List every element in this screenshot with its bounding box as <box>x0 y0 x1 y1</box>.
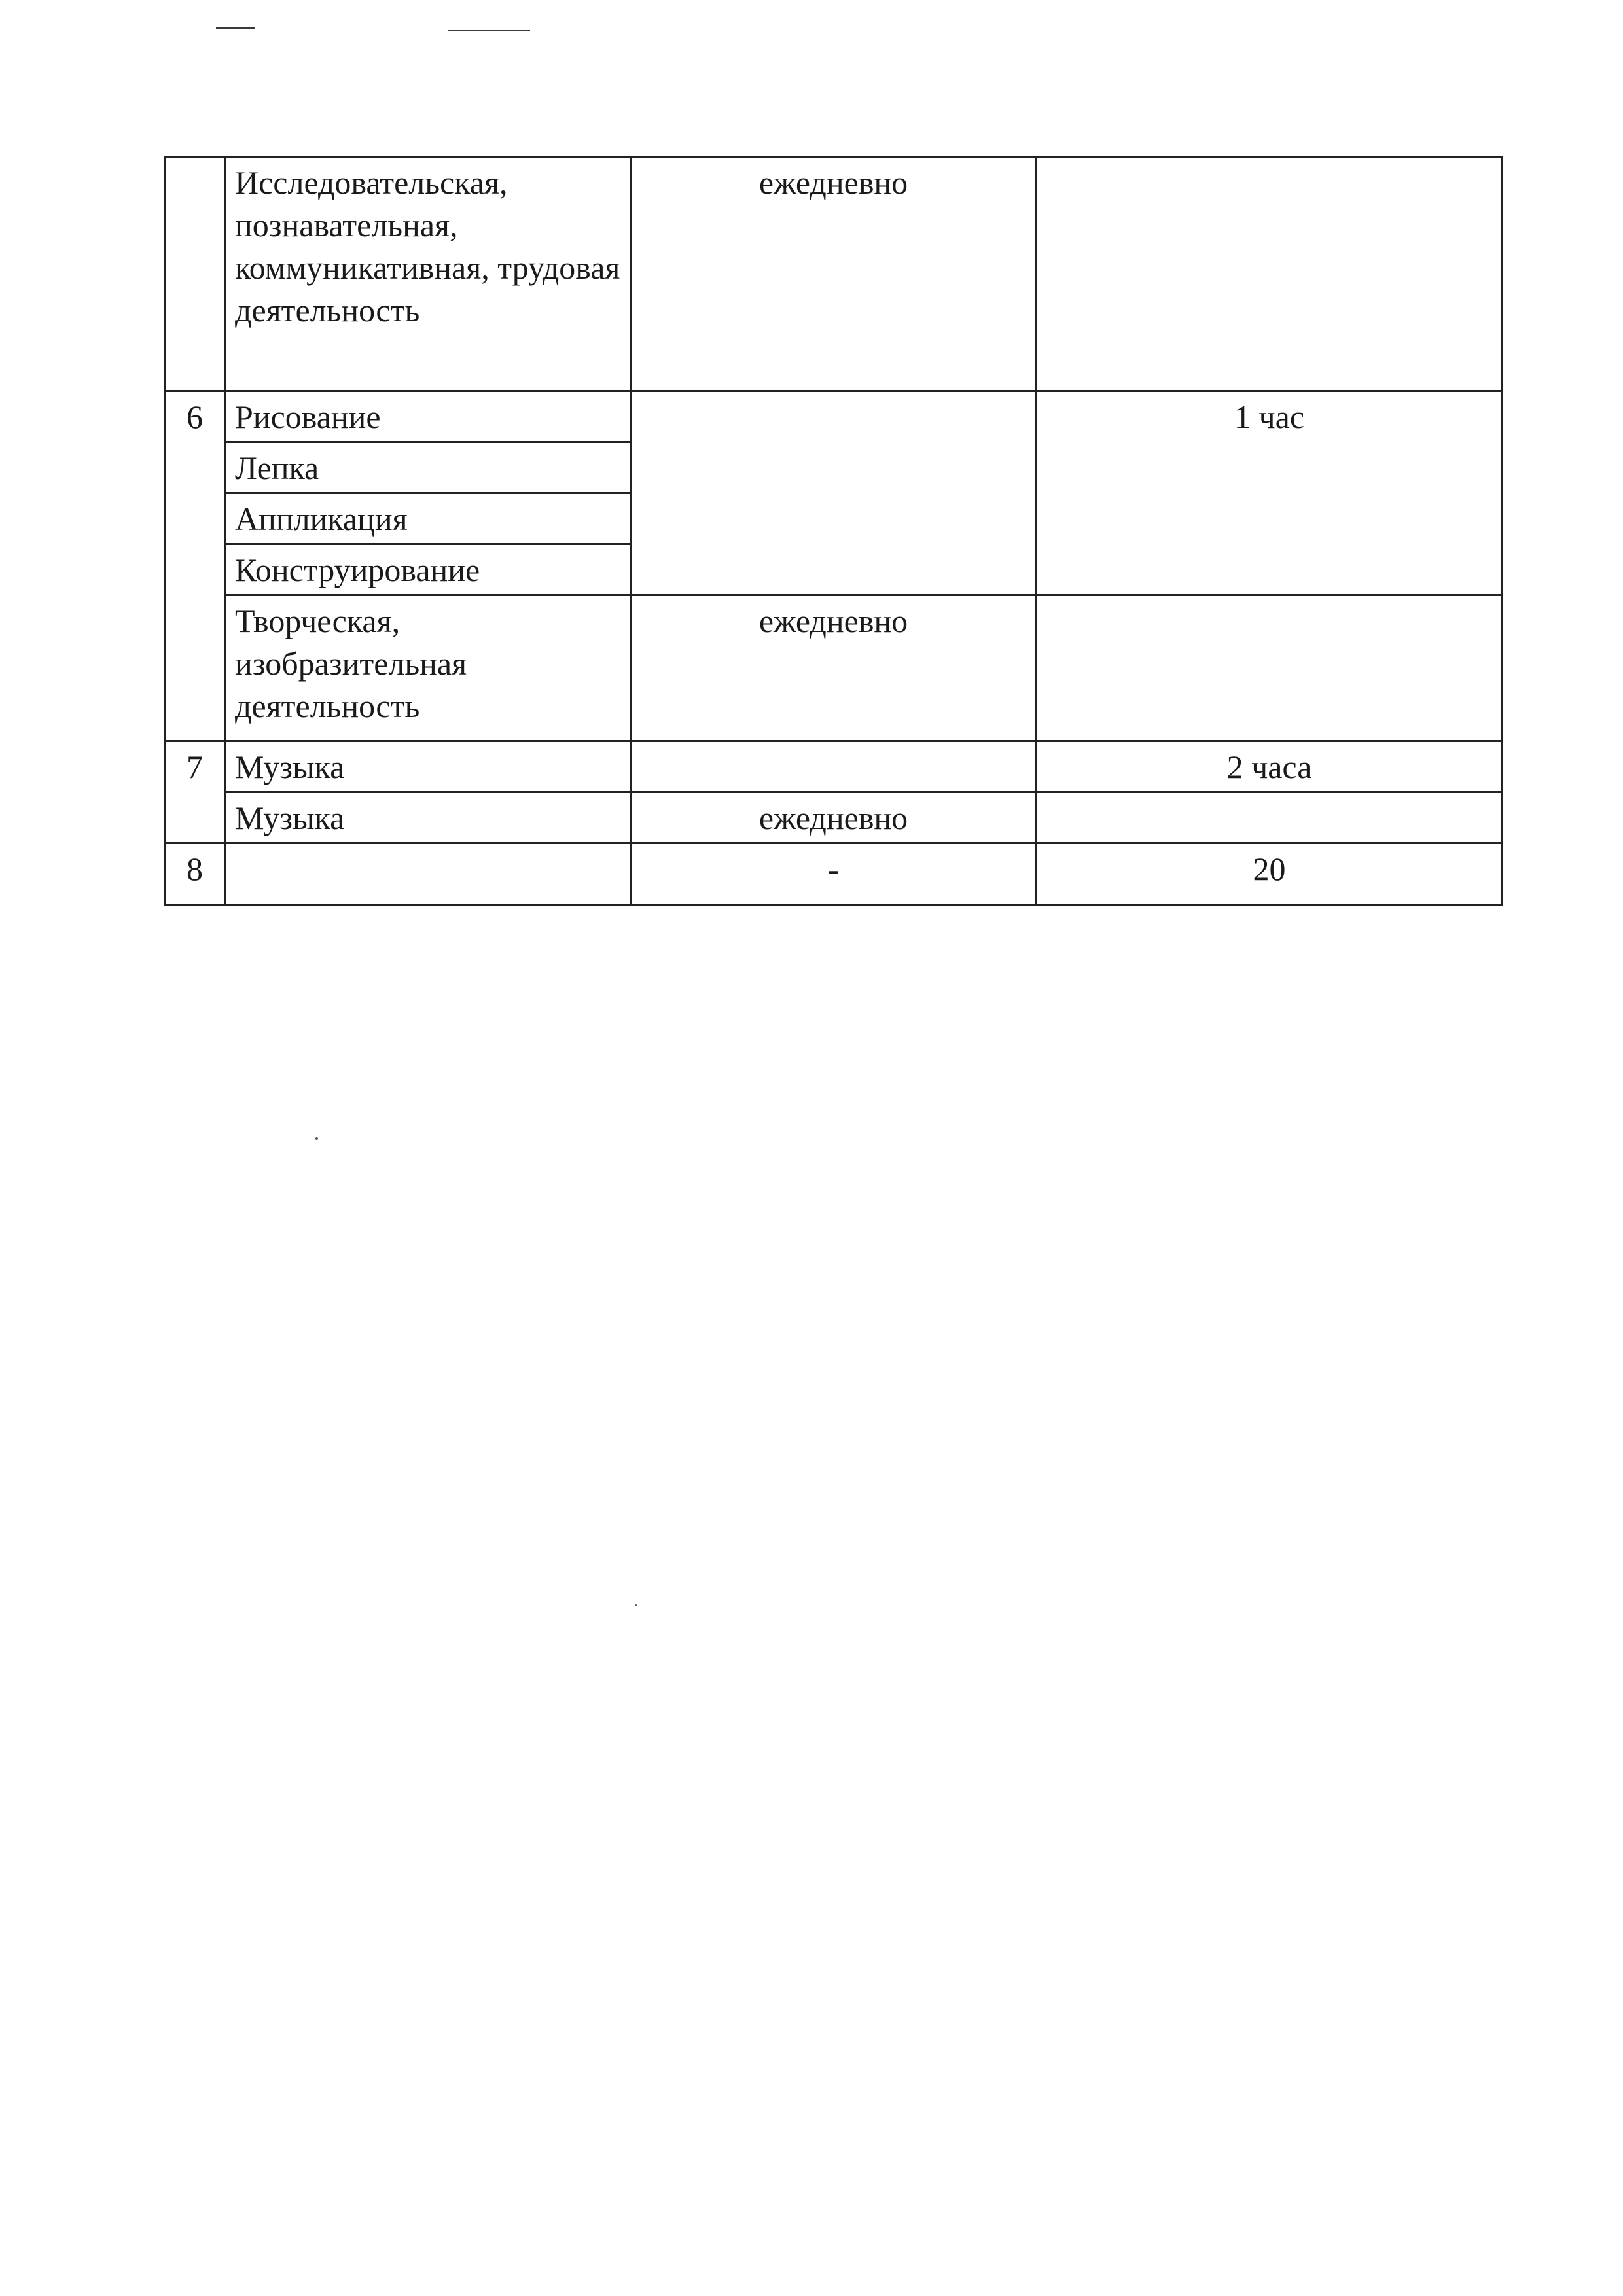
activity-cell: Творческая, изобразительная деятельность <box>225 595 631 741</box>
scan-mark <box>216 27 255 29</box>
activity-cell: Музыка <box>225 741 631 792</box>
subject-cell: Конструирование <box>225 544 631 595</box>
volume-cell: 20 <box>1037 843 1503 906</box>
volume-cell <box>1037 595 1503 741</box>
table-row <box>165 792 1503 843</box>
row-number: 8 <box>165 843 225 906</box>
schedule-table <box>164 156 1503 906</box>
table-row <box>165 391 1503 442</box>
row-number: 6 <box>165 391 225 741</box>
scan-mark <box>448 30 530 31</box>
subject-cell: Лепка <box>225 442 631 493</box>
volume-cell: 1 час <box>1037 391 1503 595</box>
frequency-cell: ежедневно <box>631 595 1037 741</box>
table-row <box>165 595 1503 741</box>
frequency-cell: ежедневно <box>631 157 1037 391</box>
scan-speck <box>315 1137 318 1140</box>
activity-cell: Исследовательская, познавательная, коммуникативная, трудовая деятельность <box>225 157 631 391</box>
volume-cell: 2 часа <box>1037 741 1503 792</box>
frequency-cell: ежедневно <box>631 792 1037 843</box>
frequency-cell <box>631 741 1037 792</box>
subject-cell: Рисование <box>225 391 631 442</box>
scan-speck <box>635 1604 637 1606</box>
frequency-cell <box>631 391 1037 595</box>
volume-cell <box>1037 792 1503 843</box>
table-row <box>165 157 1503 391</box>
row-number <box>165 157 225 391</box>
activity-cell: Музыка <box>225 792 631 843</box>
table-row <box>165 741 1503 792</box>
subject-cell: Аппликация <box>225 493 631 544</box>
row-number: 7 <box>165 741 225 843</box>
frequency-cell: - <box>631 843 1037 906</box>
activity-cell <box>225 843 631 906</box>
volume-cell <box>1037 157 1503 391</box>
table-row <box>165 843 1503 906</box>
